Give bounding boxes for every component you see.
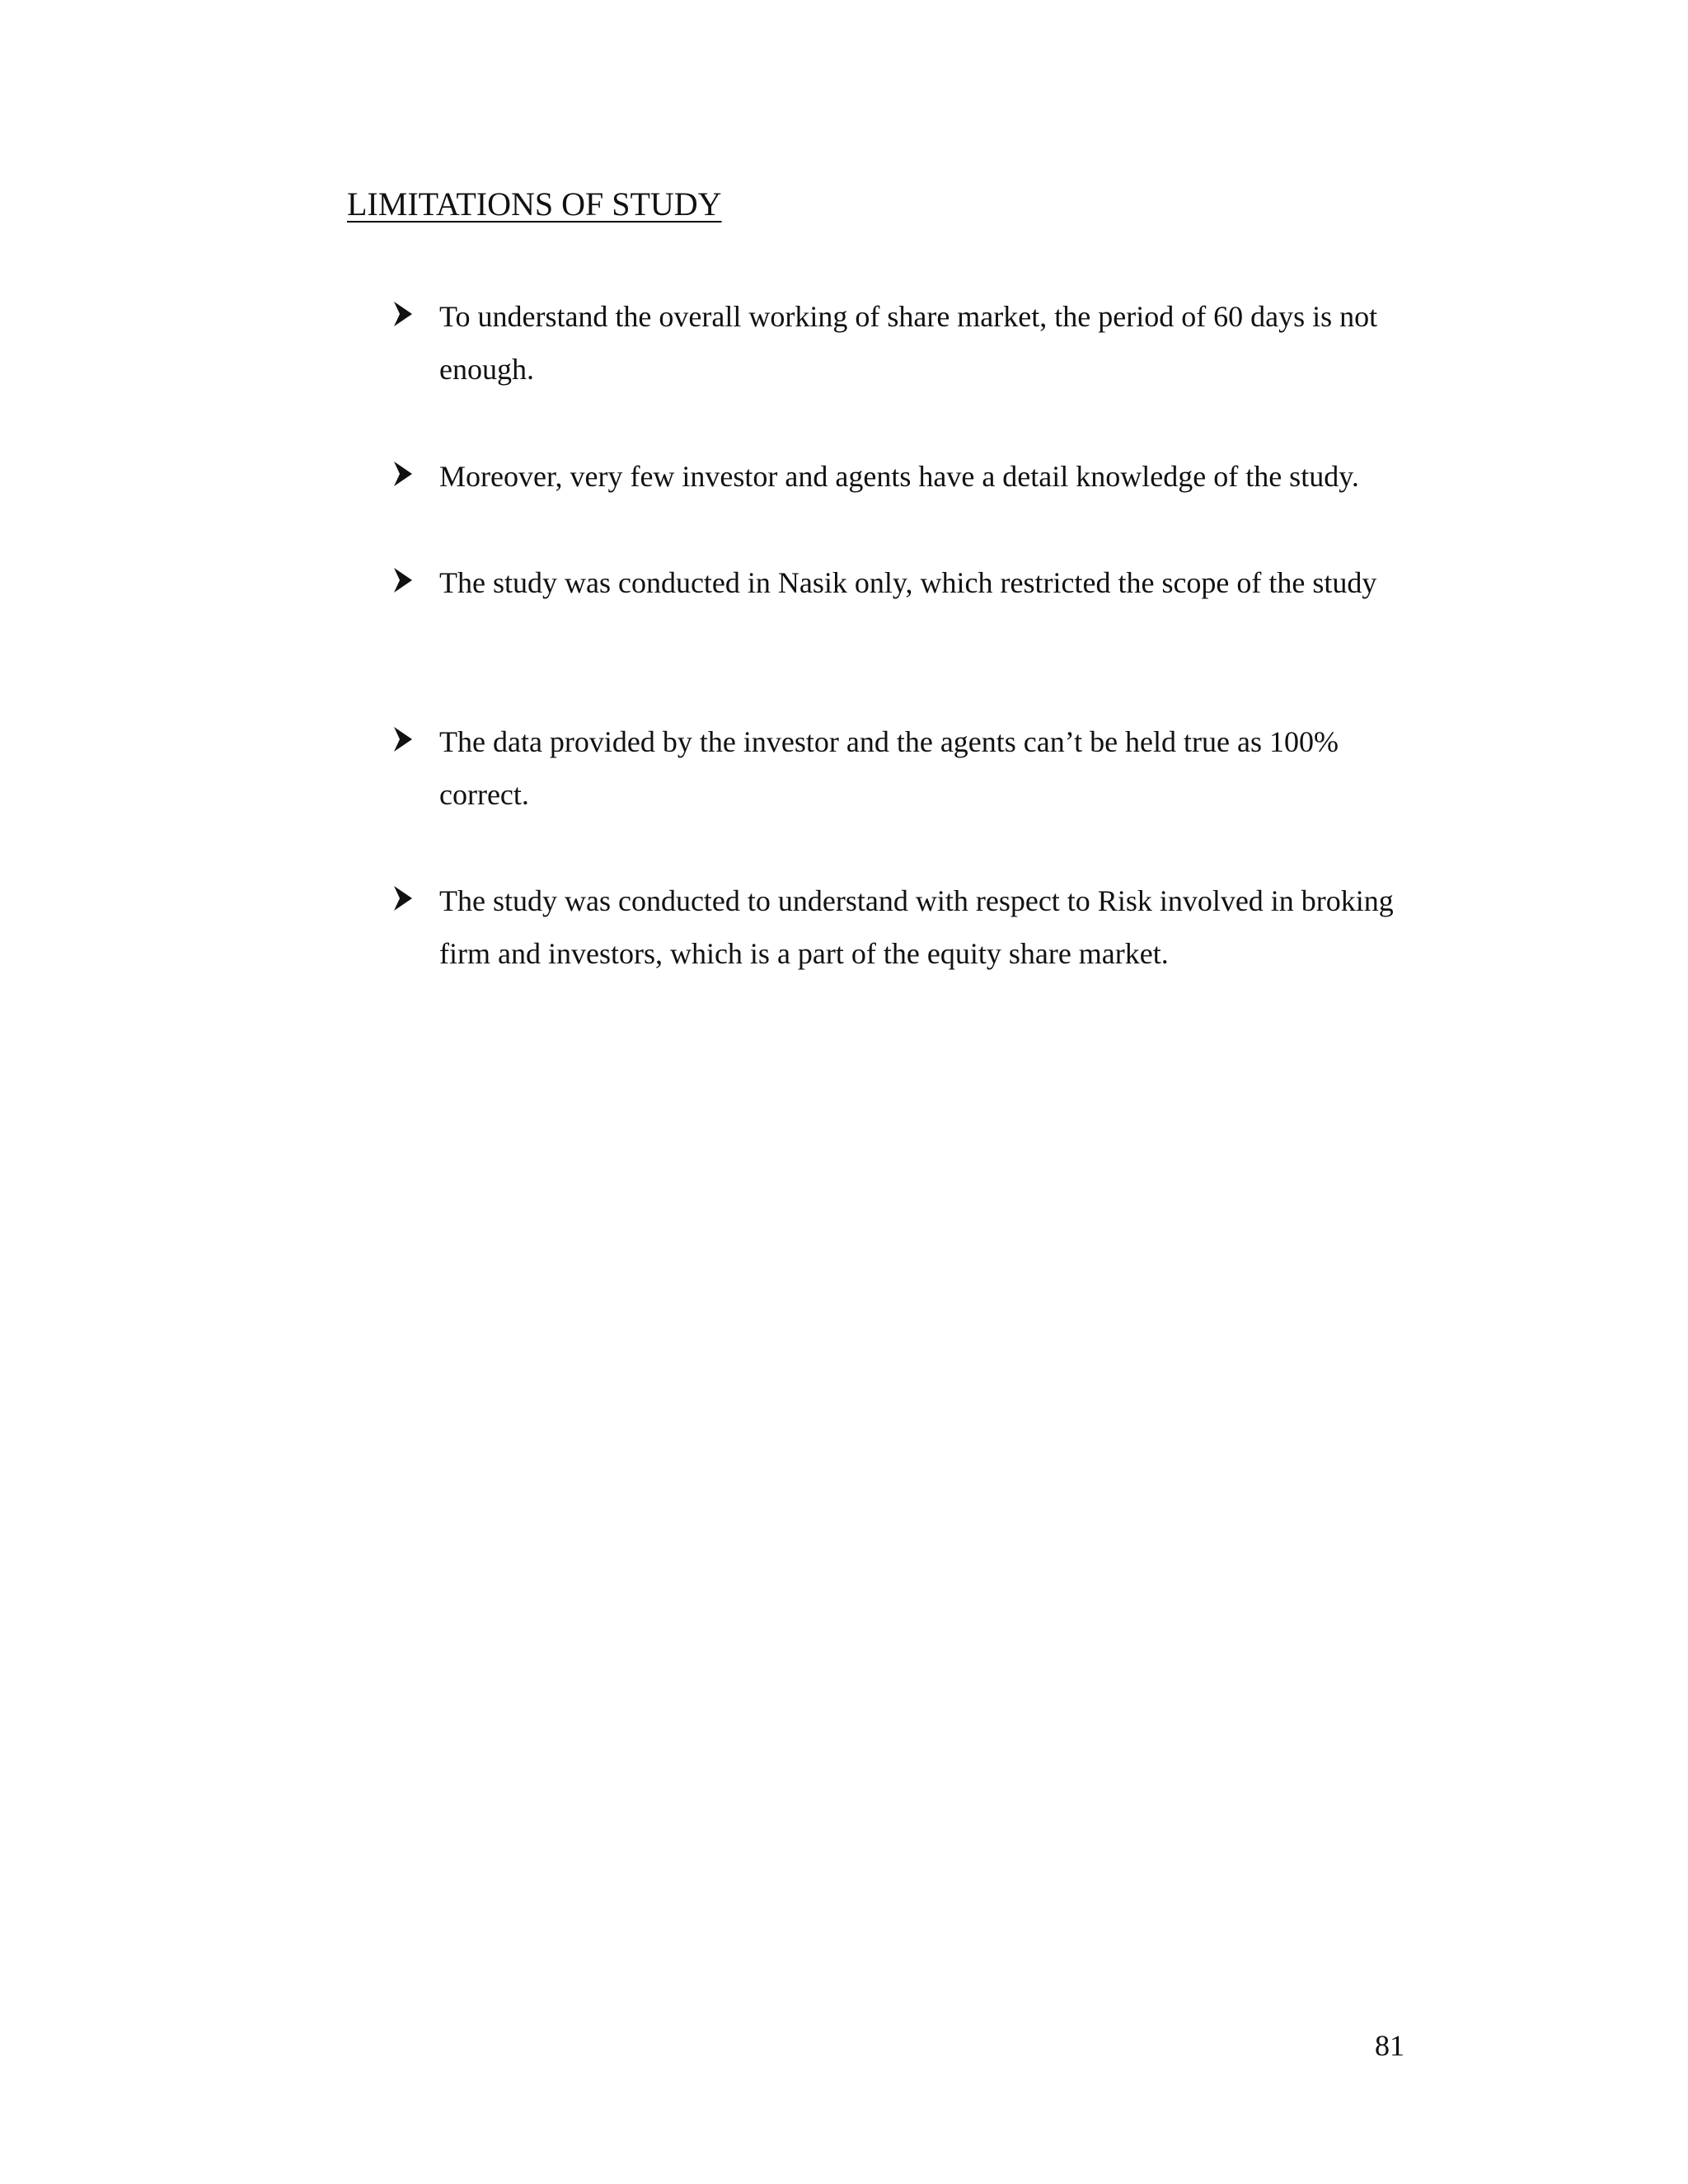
right-arrowhead-icon [392,725,414,753]
right-arrowhead-icon [392,460,414,488]
page-number: 81 [1375,2029,1404,2062]
list-item-text: The study was conducted in Nasik only, which restricted the scope of the study [439,566,1377,599]
list-item-text: To understand the overall working of share market, the period of 60 days is not enough. [439,300,1378,386]
right-arrowhead-icon [392,884,414,912]
list-item-text: The data provided by the investor and the agents can’t be held true as 100% correct. [439,725,1339,811]
right-arrowhead-icon [392,566,414,594]
right-arrowhead-icon [392,300,414,328]
page-heading: LIMITATIONS OF STUDY [347,185,722,223]
list-item-text: Moreover, very few investor and agents have a detail knowledge of the study. [439,460,1359,493]
list-item-text: The study was conducted to understand with respect to Risk involved in broking firm and investors, which is a part of the equity share market. [439,884,1394,970]
